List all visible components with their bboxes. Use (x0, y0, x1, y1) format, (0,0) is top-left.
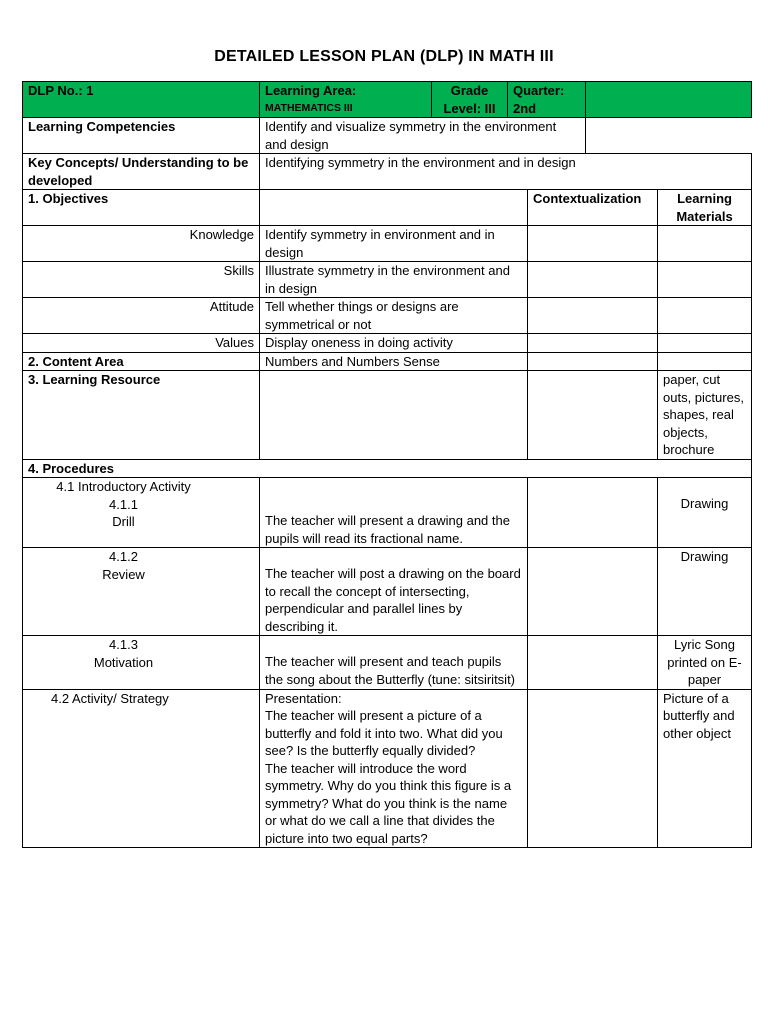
learning-area (260, 82, 432, 118)
motivation-context-cell (528, 636, 658, 690)
procedures-label: 4. Procedures (23, 459, 752, 478)
review-text: The teacher will post a drawing on the board to recall the concept of intersecting, perpendicular and parallel lines by describing it. (260, 548, 528, 636)
objective-domain: Skills (23, 262, 260, 298)
activity-materials: Picture of a butterfly and other object (658, 689, 752, 848)
motivation-name: Motivation (93, 654, 154, 670)
motivation-text: The teacher will present and teach pupils the song about the Butterfly (tune: sitsiritsit) (260, 636, 528, 690)
intro-activity-label: 4.1 Introductory Activity (56, 479, 191, 494)
objective-domain: Knowledge (23, 226, 260, 262)
review-step (23, 548, 260, 636)
objective-domain: Values (23, 334, 260, 353)
content-area-label: 2. Content Area (23, 352, 260, 371)
drill-text: The teacher will present a drawing and the pupils will read its fractional name. (260, 478, 528, 548)
drill-name: Drill (112, 514, 135, 529)
quarter-label: Quarter: (513, 83, 565, 98)
competencies-label: Learning Competencies (23, 118, 260, 154)
activity-row (23, 689, 752, 848)
objective-context-cell (528, 334, 658, 353)
objectives-label: 1. Objectives (23, 190, 260, 226)
drill-step (23, 478, 260, 548)
review-number: 4.1.2 (109, 549, 138, 564)
activity-line: The teacher will introduce the word symmetry. Why do you think this figure is a symmetry? What do you think is the name or what do we call a line that divides the picture into two equal parts? (265, 760, 512, 846)
motivation-materials: Lyric Song printed on E-paper (658, 636, 752, 690)
key-concepts-row (23, 154, 752, 190)
objectives-empty-cell (260, 190, 528, 226)
review-materials: Drawing (658, 548, 752, 636)
review-row (23, 548, 752, 636)
quarter-value: 2nd (513, 100, 537, 116)
drill-row (23, 478, 752, 548)
grade-label: Grade (450, 83, 489, 98)
objective-domain: Attitude (23, 298, 260, 334)
quarter (508, 82, 586, 118)
activity-text (260, 689, 528, 848)
competencies-value: Identify and visualize symmetry in the environment and design (260, 118, 586, 154)
content-area-value: Numbers and Numbers Sense (260, 352, 528, 371)
objective-row-attitude (23, 298, 752, 334)
activity-line: The teacher will present a picture of a butterfly and fold it into two. What did you see? Is the butterfly equally divided? (265, 708, 503, 758)
objective-context-cell (528, 298, 658, 334)
objective-text: Identify symmetry in environment and in design (260, 226, 528, 262)
header-empty-cell (586, 82, 752, 118)
activity-line: Presentation: (265, 690, 342, 706)
learning-resource-materials: paper, cut outs, pictures, shapes, real objects, brochure (658, 371, 752, 460)
review-context-cell (528, 548, 658, 636)
key-concepts-value: Identifying symmetry in the environment and in design (260, 154, 752, 190)
lesson-plan-table (22, 81, 752, 848)
learning-area-value: MATHEMATICS III (265, 101, 353, 114)
objective-text: Illustrate symmetry in the environment and in design (260, 262, 528, 298)
learning-resource-context-cell (528, 371, 658, 460)
content-area-row (23, 352, 752, 371)
drill-context-cell (528, 478, 658, 548)
content-area-materials-cell (658, 352, 752, 371)
content-area-context-cell (528, 352, 658, 371)
objective-materials-cell (658, 262, 752, 298)
page-title: DETAILED LESSON PLAN (DLP) IN MATH III (214, 48, 554, 65)
learning-resource-label: 3. Learning Resource (23, 371, 260, 460)
drill-number: 4.1.1 (109, 496, 138, 512)
objective-materials-cell (658, 298, 752, 334)
objective-row-values (23, 334, 752, 353)
motivation-row (23, 636, 752, 690)
objectives-header-row (23, 190, 752, 226)
learning-resource-row (23, 371, 752, 460)
review-name: Review (102, 566, 145, 582)
key-concepts-label: Key Concepts/ Understanding to be developed (23, 154, 260, 190)
motivation-number: 4.1.3 (109, 637, 138, 652)
motivation-step (23, 636, 260, 690)
objective-context-cell (528, 262, 658, 298)
objective-row-skills (23, 262, 752, 298)
drill-materials: Drawing (658, 478, 752, 548)
grade-level (432, 82, 508, 118)
header-row (23, 82, 752, 118)
activity-label: 4.2 Activity/ Strategy (23, 689, 260, 848)
objective-materials-cell (658, 334, 752, 353)
objective-materials-cell (658, 226, 752, 262)
learning-resource-value (260, 371, 528, 460)
learning-materials-header: Learning Materials (658, 190, 752, 226)
objective-text: Display oneness in doing activity (260, 334, 528, 353)
competencies-empty-cell (586, 118, 752, 154)
contextualization-header: Contextualization (528, 190, 658, 226)
objective-row-knowledge (23, 226, 752, 262)
competencies-row (23, 118, 752, 154)
objective-context-cell (528, 226, 658, 262)
objective-text: Tell whether things or designs are symmetrical or not (260, 298, 528, 334)
activity-context-cell (528, 689, 658, 848)
grade-value: Level: III (443, 100, 496, 116)
dlp-number: DLP No.: 1 (23, 82, 260, 118)
learning-area-label: Learning Area: (265, 83, 357, 98)
procedures-row (23, 459, 752, 478)
